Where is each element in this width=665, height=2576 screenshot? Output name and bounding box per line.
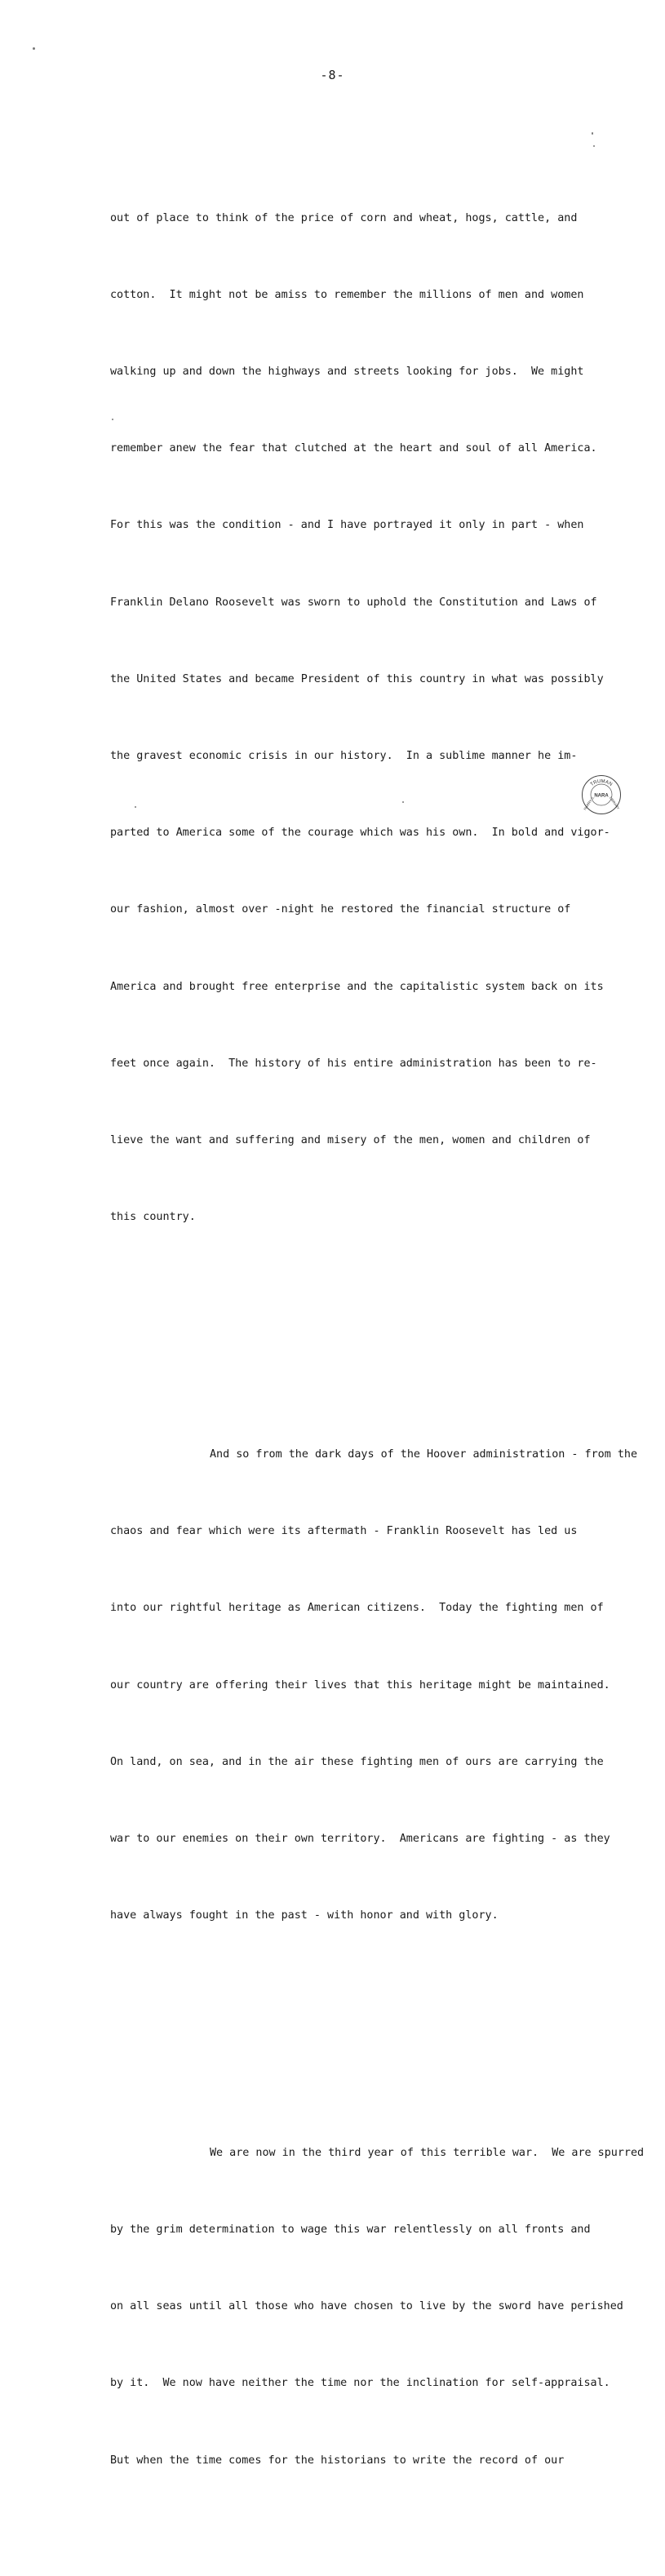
text-line: on all seas until all those who have chosen to live by the sword have perished — [110, 2300, 623, 2313]
text-line: our fashion, almost over -night he restored the financial structure of — [110, 903, 571, 916]
text-line: by it. We now have neither the time nor the inclination for self-appraisal. — [110, 2377, 610, 2390]
text-line: chaos and fear which were its aftermath - Franklin Roosevelt has led us — [110, 1525, 578, 1538]
stamp-right-text: LIBRARY — [609, 796, 621, 810]
paragraph-2 — [110, 1390, 665, 1980]
scan-speck — [112, 419, 113, 420]
document-body — [110, 103, 665, 2576]
text-line: the United States and became President of this country in what was possibly — [110, 672, 604, 685]
text-line: out of place to think of the price of corn and wheat, hogs, cattle, and — [110, 211, 578, 224]
scan-speck — [593, 145, 595, 147]
text-line: remember anew the fear that clutched at the heart and soul of all America. — [110, 442, 597, 455]
text-line: But when the time comes for the historians to write the record of our — [110, 2454, 565, 2467]
text-line: our country are offering their lives that this heritage might be maintained. — [110, 1678, 610, 1691]
text-line: feet once again. The history of his entire administration has been to re- — [110, 1057, 597, 1070]
paragraph-gap — [110, 2031, 665, 2037]
text-line: have always fought in the past - with honor and with glory. — [110, 1909, 499, 1922]
text-line: by the grim determination to wage this war relentlessly on all fronts and — [110, 2223, 591, 2236]
paragraph-1 — [110, 154, 665, 1282]
paragraph-gap — [110, 1332, 665, 1339]
text-line: war to our enemies on their own territory. Americans are fighting - as they — [110, 1832, 610, 1845]
scan-speck — [33, 47, 35, 50]
stamp-center-text: NARA — [594, 793, 609, 799]
text-line: We are now in the third year of this terrible war. We are spurred — [210, 2146, 645, 2159]
text-line: lieve the want and suffering and misery of the men, women and children of — [110, 1134, 591, 1147]
text-line: Franklin Delano Roosevelt was sworn to uphold the Constitution and Laws of — [110, 596, 597, 609]
page-number: -8- — [320, 68, 345, 82]
text-line: For this was the condition - and I have portrayed it only in part - when — [110, 519, 584, 532]
text-line: cotton. It might not be amiss to remember the millions of men and women — [110, 288, 584, 301]
text-line: the gravest economic crisis in our history. In a sublime manner he im- — [110, 750, 578, 763]
paragraph-3 — [110, 2089, 665, 2525]
stamp-arc-text: TRUMAN — [589, 778, 614, 787]
text-line: into our rightful heritage as American citizens. Today the fighting men of — [110, 1602, 604, 1615]
text-line: parted to America some of the courage which was his own. In bold and vigor- — [110, 827, 610, 840]
library-stamp — [581, 774, 622, 815]
text-line: And so from the dark days of the Hoover administration - from the — [210, 1448, 638, 1461]
text-line: America and brought free enterprise and the capitalistic system back on its — [110, 980, 604, 993]
scan-speck — [402, 801, 404, 803]
scan-speck — [135, 806, 136, 808]
text-line: this country. — [110, 1211, 196, 1224]
text-line: On land, on sea, and in the air these fighting men of ours are carrying the — [110, 1755, 604, 1768]
scan-speck — [592, 132, 593, 135]
text-line: walking up and down the highways and streets looking for jobs. We might — [110, 366, 584, 379]
stamp-left-text: HARRY S. — [583, 795, 596, 811]
